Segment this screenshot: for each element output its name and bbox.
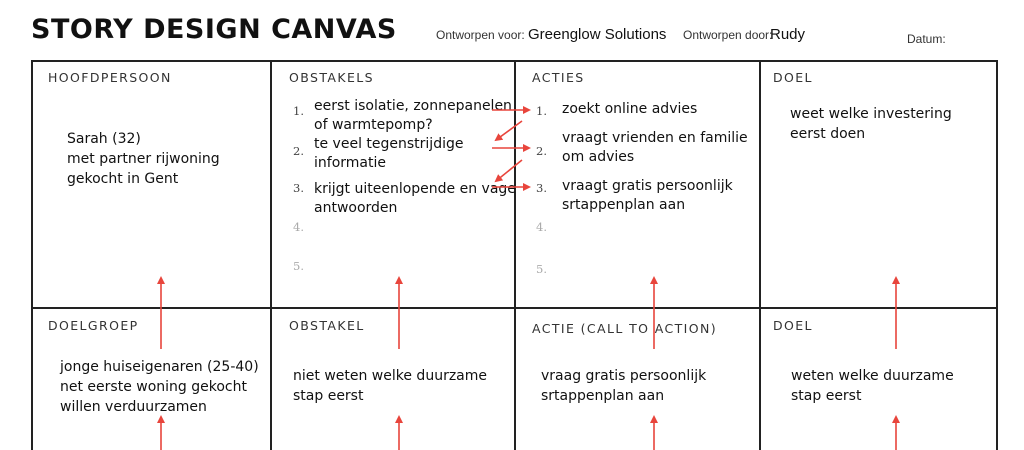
obstakels-item xyxy=(314,135,463,173)
hoofdpersoon-line: gekocht in Gent xyxy=(67,171,179,187)
acties-item-line: om advies xyxy=(562,149,635,165)
doelgroep-line: net eerste woning gekocht xyxy=(60,379,247,395)
obstakels-item xyxy=(314,180,516,218)
acties-item xyxy=(562,129,748,167)
obstakel-line: stap eerst xyxy=(293,388,364,404)
doel-audience-line: stap eerst xyxy=(791,388,862,404)
doelgroep-line: jonge huiseigenaren (25-40) xyxy=(60,359,259,375)
obstakels-title: OBSTAKELS xyxy=(289,70,374,85)
acties-number: 4. xyxy=(536,220,547,234)
acties-item-line: vraagt gratis persoonlijk xyxy=(562,178,733,194)
doel-content xyxy=(790,104,952,144)
obstakels-number: 5. xyxy=(293,259,304,273)
obstakel-content xyxy=(293,366,487,406)
obstakel-line: niet weten welke duurzame xyxy=(293,368,487,384)
doelgroep-content xyxy=(60,357,259,417)
doel-audience-line: weten welke duurzame xyxy=(791,368,954,384)
doel-audience-title: DOEL xyxy=(773,318,813,333)
acties-item-line: srtappenplan aan xyxy=(562,197,686,213)
date-label: Datum: xyxy=(907,32,946,46)
feedback-arrow xyxy=(496,160,522,181)
acties-title: ACTIES xyxy=(532,70,585,85)
acties-item xyxy=(562,100,697,119)
doelgroep-title: DOELGROEP xyxy=(48,318,139,333)
obstakels-item xyxy=(314,97,512,135)
obstakels-item-line: informatie xyxy=(314,155,386,171)
doel-line: eerst doen xyxy=(790,126,866,142)
obstakels-item-line: antwoorden xyxy=(314,200,398,216)
obstakels-number: 2. xyxy=(293,144,304,158)
acties-item-line: vraagt vrienden en familie xyxy=(562,130,748,146)
grid-divider-1 xyxy=(270,60,272,450)
actie-title: ACTIE (CALL TO ACTION) xyxy=(532,321,718,336)
grid-right-border xyxy=(996,60,998,450)
obstakels-item-line: eerst isolatie, zonnepanelen xyxy=(314,98,512,114)
obstakels-number: 3. xyxy=(293,181,304,195)
doel-line: weet welke investering xyxy=(790,106,952,122)
hoofdpersoon-line: Sarah (32) xyxy=(67,131,141,147)
acties-number: 3. xyxy=(536,181,547,195)
obstakels-number: 4. xyxy=(293,220,304,234)
doel-audience-content xyxy=(791,366,954,406)
doelgroep-line: willen verduurzamen xyxy=(60,399,207,415)
acties-item-line: zoekt online advies xyxy=(562,101,698,117)
designed-for-value: Greenglow Solutions xyxy=(528,26,667,43)
acties-number: 2. xyxy=(536,144,547,158)
designed-by-value: Rudy xyxy=(770,26,806,43)
acties-number: 5. xyxy=(536,262,547,276)
hoofdpersoon-line: met partner rijwoning xyxy=(67,151,220,167)
designed-for-label: Ontworpen voor: xyxy=(436,28,525,42)
hoofdpersoon-title: HOOFDPERSOON xyxy=(48,70,172,85)
obstakels-item-line: krijgt uiteenlopende en vage xyxy=(314,181,516,197)
obstakels-number: 1. xyxy=(293,104,304,118)
grid-divider-2 xyxy=(514,60,516,450)
obstakels-item-line: of warmtepomp? xyxy=(314,117,433,133)
acties-item xyxy=(562,177,733,215)
hoofdpersoon-content xyxy=(67,129,220,189)
actie-line: vraag gratis persoonlijk xyxy=(541,368,707,384)
obstakels-item-line: te veel tegenstrijdige xyxy=(314,136,464,152)
doel-title: DOEL xyxy=(773,70,813,85)
actie-line: srtappenplan aan xyxy=(541,388,665,404)
actie-content xyxy=(541,366,706,406)
grid-divider-3 xyxy=(759,60,761,450)
acties-number: 1. xyxy=(536,104,547,118)
grid-left-border xyxy=(31,60,33,450)
designed-by-label: Ontworpen door: xyxy=(683,28,773,42)
canvas-title: STORY DESIGN CANVAS xyxy=(31,14,397,45)
obstakel-title: OBSTAKEL xyxy=(289,318,365,333)
